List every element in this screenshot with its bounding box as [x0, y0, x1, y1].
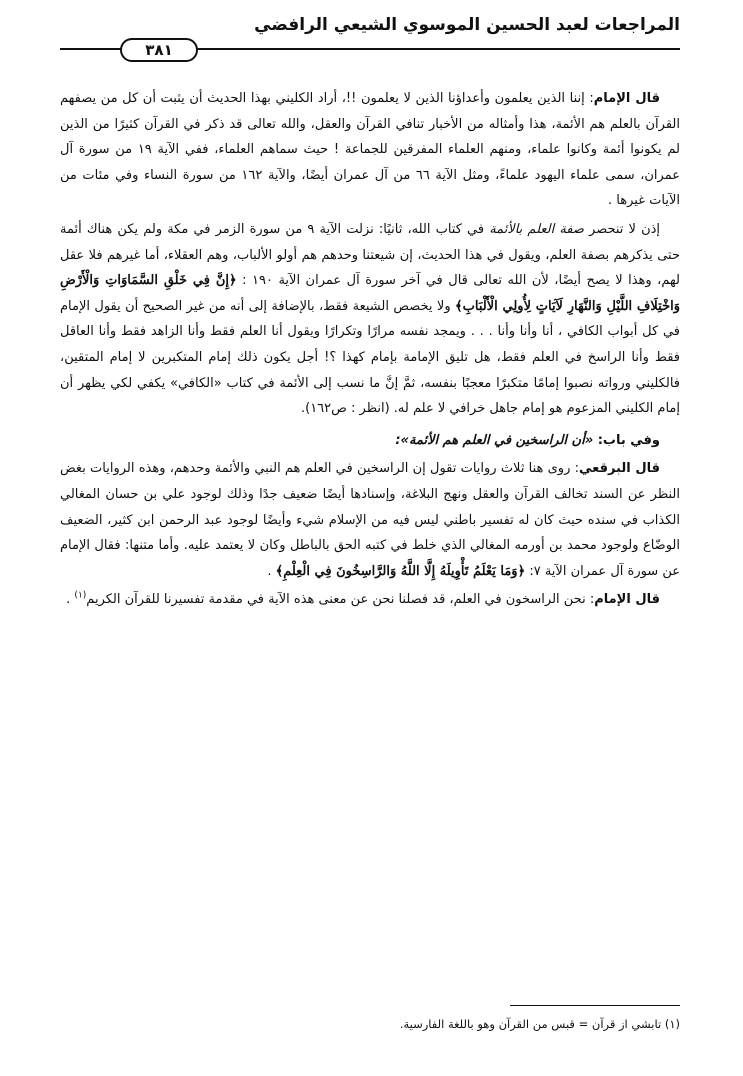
- page-number: ٣٨١: [120, 38, 198, 62]
- paragraph-text: : نحن الراسخون في العلم، قد فصلنا نحن عن معنى هذه الآية في مقدمة تفسيرنا للقرآن الكريم: [86, 592, 595, 608]
- chapter-prefix: وفي باب:: [593, 432, 660, 448]
- paragraph-text: في كتاب الله، ثانيًا: نزلت الآية ٩ من سورة الزمر في مكة ولم يكن هناك أئمة حتى يذكرهم بصفة العلم، ويقول في هذا الحديث، إن شيعتنا وحدهم هم أولو الألباب، وهم العقلاء، أما غيرهم فلا عقل لهم، وهذا لا يصح أيضًا، لأن الله تعالى قال في آخر سورة آل عمران الآية ١٩٠ :: [60, 221, 680, 289]
- paragraph-text: إذن لا تنحصر: [583, 221, 661, 237]
- paragraph-3: [60, 456, 680, 584]
- speaker-label: قال البرقعي: [578, 461, 660, 477]
- emphasized-term: صفة العلم بالأئمة: [489, 221, 584, 237]
- chapter-heading: [60, 428, 680, 454]
- paragraph-text: .: [267, 563, 276, 579]
- quran-verse: ﴿إِنَّ فِي خَلْقِ السَّمَاوَاتِ وَالْأَرْضِ وَاخْتِلَافِ اللَّيْلِ وَالنَّهَارِ لَآيَاتٍ لِأُولِي الْأَلْبَابِ﴾: [60, 273, 680, 314]
- chapter-title: «أن الراسخين في العلم هم الأئمة»:: [395, 432, 594, 448]
- speaker-label: قال الإمام: [593, 91, 660, 106]
- paragraph-4: [60, 587, 680, 613]
- footnote-rule: [510, 1005, 680, 1006]
- paragraph-text: .: [66, 592, 75, 608]
- page-header: [60, 10, 680, 59]
- page-body: [60, 86, 680, 613]
- paragraph-text: : إننا الذين يعلمون وأعداؤنا الذين لا يعلمون !!، أراد الكليني بهذا الحديث أن يثبت أن كل من يصفهم القرآن بالعلم هم الأئمة، هذا وأمثاله من الأخبار تنافي القرآن والعقل، والله تعالى قد ذكر في القرآن كثيرًا من الذين لم يكونوا أئمة وكانوا علماء، ومنهم العلماء المفرقين للجماعة ! حيث سماهم العلماء، ففي الآية ١٩ من سورة آل عمران، سمى علماء اليهود علماءً، ومثل الآية ٦٦ من آل عمران أيضًا، والآية ١٦٢ من سورة النساء وفي مئات من الآيات غيرها .: [60, 91, 680, 209]
- paragraph-1: [60, 86, 680, 214]
- footnote: (١) تابشي از قرآن = قبس من القرآن وهو باللغة الفارسية.: [399, 1017, 680, 1031]
- book-page: [60, 10, 680, 1066]
- paragraph-text: يكفي لكي يظهر أن إمام الكليني المزعوم هو إمام جاهل خرافي لا علم له. (انظر : ص١٦٢).: [60, 375, 680, 417]
- paragraph-2: [60, 217, 680, 422]
- speaker-label: قال الإمام: [594, 592, 660, 608]
- paragraph-text: ولا يخصص الشيعة فقط، بالإضافة إلى أنه من غير الصحيح أن يقول الإمام في كل أبواب الكافي ، أنا وأنا وأنا . . . ويمجد نفسه مرارًا وتكرارًا ويقول أنا العلم فقط وأنا الزاهد فقط وأنا العاقل فقط وأنا الراسخ في العلم فقط، هل تليق الإمامة بإمام كهذا ؟! أجل يكون ذلك إمام المتكبرين لا إمام المتقين، فالكليني ورواته نصبوا إمامًا متكبرًا معجبًا بنفسه، ثمَّ إنَّ ما نسب إلى الأئمة في كتاب: [60, 298, 680, 391]
- footnote-reference: (١): [74, 590, 87, 601]
- running-title: المراجعات لعبد الحسين الموسوي الشيعي الرافضي: [254, 15, 680, 35]
- book-title: «الكافي»: [170, 375, 222, 391]
- quran-verse: ﴿وَمَا يَعْلَمُ تَأْوِيلَهُ إِلَّا اللَّهُ وَالرَّاسِخُونَ فِي الْعِلْمِ﴾: [275, 563, 526, 579]
- paragraph-text: : روى هنا ثلاث روايات تقول إن الراسخين في العلم هم النبي والأئمة وحدهم، وهذه الروايات بغض النظر عن السند تخالف القرآن والعقل ونهج البلاغة، وإسنادها أيضًا ضعيف جدًا وذلك لوجود علي بن حسان المغالي الكذاب في سنده حيث كان له تفسير باطني ليس فيه من الإسلام شيء وأيضًا لوجود عبد الرحمن ابن كثير، الضعيف الوضّاع ولوجود محمد بن أورمه المغالي الذي خلط في كتبه الحق بالباطل وكان لا يعتمد عليه. وأما متنها: فقال الإمام عن سورة آل عمران الآية ٧:: [60, 461, 680, 579]
